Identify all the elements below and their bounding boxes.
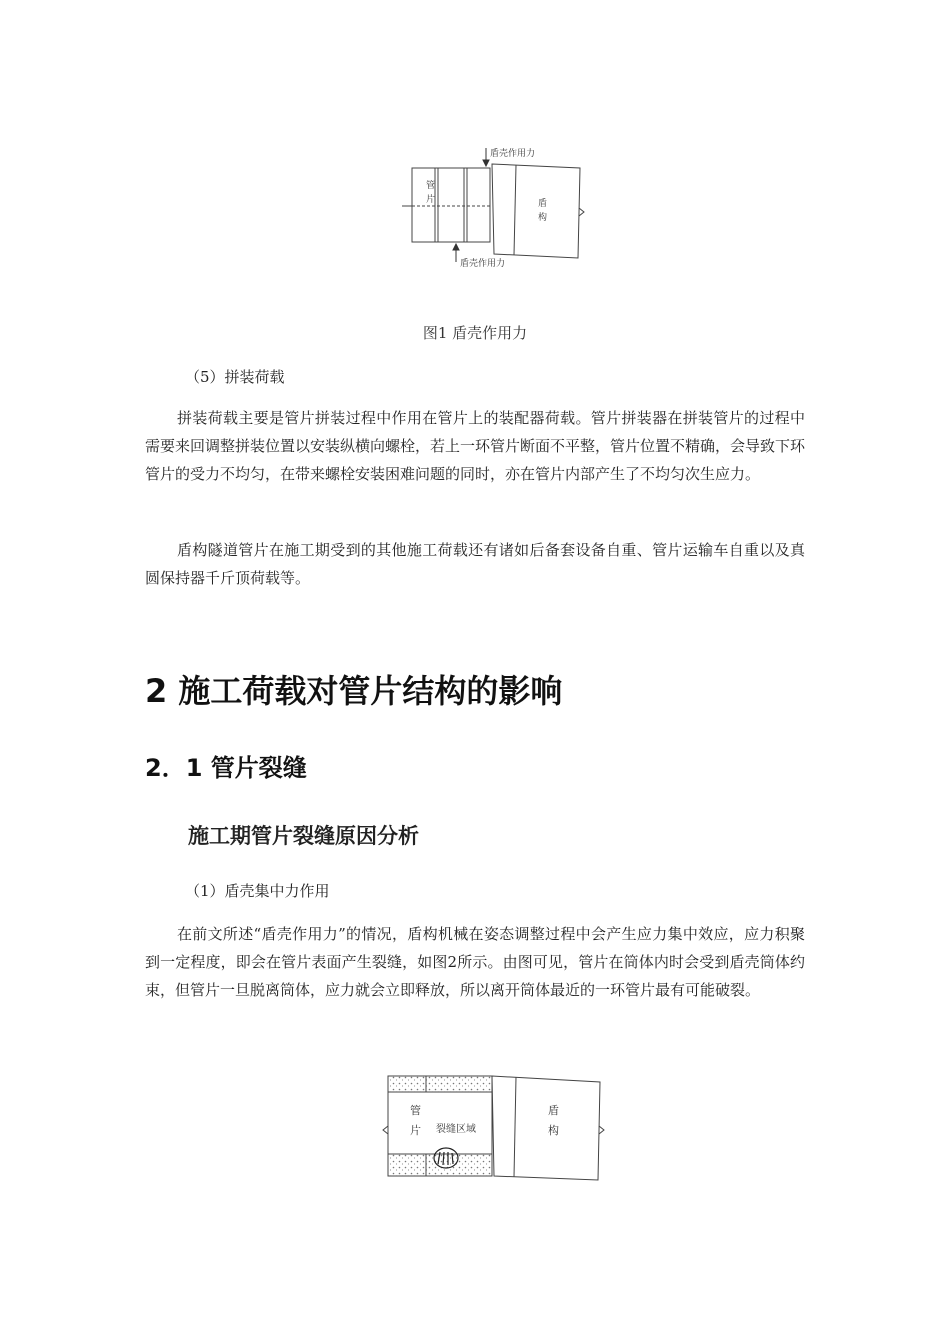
force-arrows: [453, 148, 489, 262]
segment-block: [402, 168, 490, 242]
figure-2-segment-label-2: 片: [410, 1124, 421, 1137]
figure-2-shield-label-1: 盾: [548, 1104, 559, 1117]
subsection-heading: 施工期管片裂缝原因分析: [188, 823, 419, 848]
shield-body: [492, 164, 584, 258]
figure-1-shield-force-diagram: [398, 142, 590, 272]
shield-label-1: 盾: [538, 199, 548, 209]
figure-1-caption: 图1 盾壳作用力: [422, 324, 528, 342]
figure-1-label-bottom: 盾壳作用力: [460, 259, 506, 269]
figure-1-label-top: 盾壳作用力: [490, 149, 536, 159]
chapter-2-title: 2 施工荷载对管片结构的影响: [145, 672, 563, 710]
segment-label-1: 管: [426, 181, 436, 191]
figure-2-crack-label: 裂缝区域: [436, 1124, 476, 1135]
figure-2-crack-diagram: [380, 1070, 606, 1184]
shield-label-2: 构: [538, 213, 548, 223]
section-2-1-heading: 2．1 管片裂缝: [145, 754, 307, 782]
segment-label-2: 片: [426, 195, 436, 205]
figure-2-segment-label-1: 管: [410, 1104, 421, 1117]
section-5-paragraph-1: 拼装荷载主要是管片拼装过程中作用在管片上的装配器荷载。管片拼装器在拼装管片的过程中需要来回调整拼装位置以安装纵横向螺栓，若上一环管片断面不平整，管片位置不精确，会导致下环管片的受力不均匀，在带来螺栓安装困难问题的同时，亦在管片内部产生了不均匀次生应力。: [145, 409, 806, 483]
section-5-heading: （5）拼装荷载: [185, 368, 285, 386]
section-5-paragraph-2: 盾构隧道管片在施工期受到的其他施工荷载还有诸如后备套设备自重、管片运输车自重以及真圆保持器千斤顶荷载等。: [145, 541, 805, 587]
figure-2-shield-label-2: 构: [548, 1124, 559, 1137]
item-1-heading: （1）盾壳集中力作用: [185, 882, 330, 900]
item-1-paragraph: 在前文所述“盾壳作用力”的情况，盾构机械在姿态调整过程中会产生应力集中效应，应力积聚到一定程度，即会在管片表面产生裂缝，如图2所示。由图可见，管片在筒体内时会受到盾壳筒体约束，但管片一旦脱离筒体，应力就会立即释放，所以离开筒体最近的一环管片最有可能破裂。: [145, 925, 805, 999]
